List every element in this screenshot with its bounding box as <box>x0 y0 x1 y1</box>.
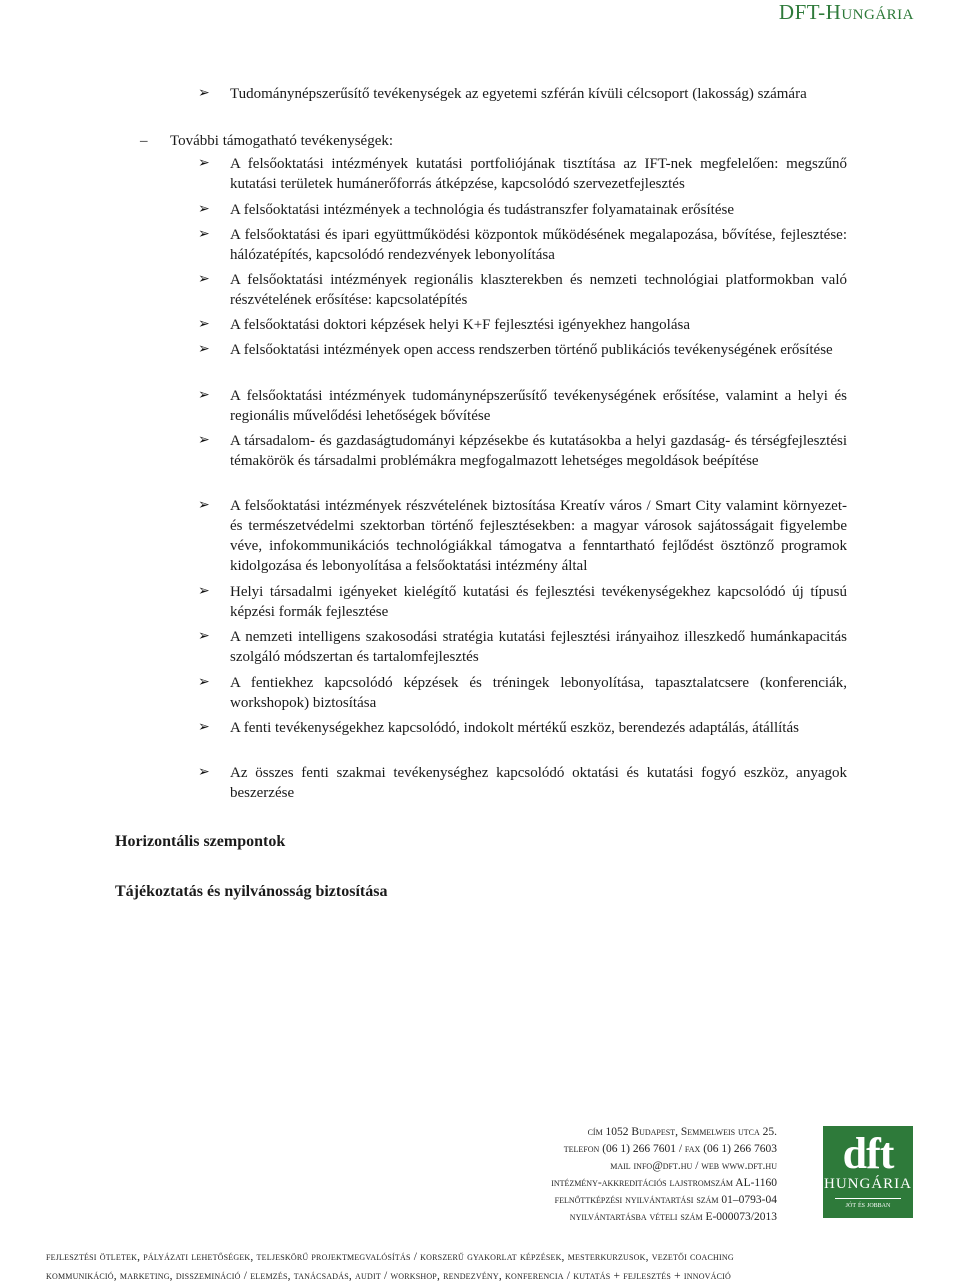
header-brand: DFT-Hungária <box>778 0 914 24</box>
heading-horizontal: Horizontális szempontok <box>115 833 286 850</box>
heading-publicity: Tájékoztatás és nyilvánosság biztosítása <box>115 883 388 900</box>
list-item <box>198 200 847 220</box>
list-item <box>198 582 847 622</box>
list-item <box>198 431 847 471</box>
footer-band-line-1: fejlesztési ötletek, pályázati lehetőségek, teljeskörű projektmegvalósítás / korszerű gyakorlat képzések, mesterkurzusok, vezetői coaching <box>46 1251 734 1263</box>
list-item <box>198 386 847 426</box>
arrowhead-bullet-icon: ➢ <box>198 498 210 513</box>
list-item <box>198 496 847 576</box>
arrowhead-bullet-icon: ➢ <box>198 342 210 357</box>
section-dash-label: További támogatható tevékenységek: <box>170 133 394 149</box>
arrowhead-bullet-icon: ➢ <box>198 272 210 287</box>
list-item-text: A felsőoktatási intézmények kutatási portfoliójának tisztítása az IFT-nek megfelelően: megszűnő kutatási területek humánerőforrás átképzése, kapcsolódó szervezetfejlesztés <box>230 156 847 192</box>
list-item <box>198 154 847 194</box>
arrowhead-bullet-icon: ➢ <box>198 584 210 599</box>
arrowhead-bullet-icon: ➢ <box>198 317 210 332</box>
list-item-text: A felsőoktatási intézmények részvételének biztosítása Kreatív város / Smart City valamint környezet- és természetvédelmi szektorban történő fejlesztésekben: a magyar városok sajátosságait figyelembe véve, infokommunikációs technológiákkal támogatva a fenntartható fejlődést ösztönző programok kidolgozása és lebonyolítása a felsőoktatási intézmény által <box>230 498 847 574</box>
logo-mark: dft <box>842 1129 894 1178</box>
arrowhead-bullet-icon: ➢ <box>198 675 210 690</box>
list-item <box>198 718 847 738</box>
arrowhead-bullet-icon: ➢ <box>198 433 210 448</box>
dft-logo <box>823 1126 913 1218</box>
list-item-text: Az összes fenti szakmai tevékenységhez kapcsolódó oktatási és kutatási fogyó eszköz, anyagok beszerzése <box>230 765 847 801</box>
list-item-text: A felsőoktatási intézmények a technológia és tudástranszfer folyamatainak erősítése <box>230 202 734 218</box>
footer-contact-block <box>457 1124 777 1226</box>
list-item <box>198 225 847 265</box>
list-item-text: Helyi társadalmi igényeket kielégítő kutatási és fejlesztési tevékenységekhez kapcsolódó új típusú képzési formák fejlesztése <box>230 584 847 620</box>
list-item-text: A társadalom- és gazdaságtudományi képzésekbe és kutatásokba a helyi gazdaság- és térségfejlesztési témakörök és társadalmi problémákra megfogalmazott lehetséges megoldások beépítése <box>230 433 847 469</box>
arrowhead-bullet-icon: ➢ <box>198 156 210 171</box>
list-item-text: A nemzeti intelligens szakosodási stratégia kutatási fejlesztési irányaihoz illeszkedő humánkapacitás szolgáló módszertan és tartalomfejlesztés <box>230 629 847 665</box>
arrowhead-bullet-icon: ➢ <box>198 202 210 217</box>
list-item <box>198 763 847 803</box>
list-item-text: A fentiekhez kapcsolódó képzések és tréningek lebonyolítása, tapasztalatcsere (konferenciák, workshopok) biztosítása <box>230 675 847 711</box>
list-item-text: A felsőoktatási doktori képzések helyi K+F fejlesztési igényekhez hangolása <box>230 317 690 333</box>
list-item-text: A felsőoktatási és ipari együttműködési központok működésének megalapozása, bővítése, fejlesztése: hálózatépítés, kapcsolódó rendezvények lebonyolítása <box>230 227 847 263</box>
list-item-text: A felsőoktatási intézmények open access rendszerben történő publikációs tevékenységének erősítése <box>230 342 833 358</box>
list-item-intro <box>198 84 847 104</box>
arrowhead-bullet-icon: ➢ <box>198 227 210 242</box>
footer-adult-edu: felnőttképzési nyilvántartási szám 01–0793-04 <box>554 1194 777 1206</box>
logo-slogan: jót és jobban <box>835 1198 901 1211</box>
arrowhead-bullet-icon: ➢ <box>198 765 210 780</box>
list-item <box>198 627 847 667</box>
logo-name: HUNGÁRIA <box>824 1176 912 1192</box>
list-item <box>198 315 847 335</box>
list-item-text: Tudománynépszerűsítő tevékenységek az egyetemi szférán kívüli célcsoport (lakosság) számára <box>230 86 807 102</box>
list-item-text: A felsőoktatási intézmények tudománynépszerűsítő tevékenységének erősítése, valamint a helyi és regionális művelődési lehetőségek bővítése <box>230 388 847 424</box>
list-item <box>198 270 847 310</box>
footer-accreditation: intézmény-akkreditációs lajstromszám AL-1160 <box>551 1177 777 1189</box>
footer-address: cím 1052 Budapest, Semmelweis utca 25. <box>587 1126 777 1138</box>
arrowhead-bullet-icon: ➢ <box>198 86 210 101</box>
section-dash-line <box>140 131 393 151</box>
footer-registry: nyilvántartásba vételi szám E-000073/2013 <box>569 1211 777 1223</box>
list-item-text: A felsőoktatási intézmények regionális klaszterekben és nemzeti technológiai platformokban való részvételének erősítése: kapcsolatépítés <box>230 272 847 308</box>
footer-web: mail info@dft.hu / web www.dft.hu <box>610 1160 777 1172</box>
arrowhead-bullet-icon: ➢ <box>198 720 210 735</box>
dash-marker: – <box>140 133 148 149</box>
arrowhead-bullet-icon: ➢ <box>198 388 210 403</box>
list-item <box>198 340 847 360</box>
list-item <box>198 673 847 713</box>
footer-band-line-2: kommunikáció, marketing, disszemináció / elemzés, tanácsadás, audit / workshop, rendezvény, konferencia / kutatás + fejlesztés + innováció <box>46 1270 732 1282</box>
arrowhead-bullet-icon: ➢ <box>198 629 210 644</box>
footer-phone: telefon (06 1) 266 7601 / fax (06 1) 266 7603 <box>563 1143 777 1155</box>
list-item-text: A fenti tevékenységekhez kapcsolódó, indokolt mértékű eszköz, berendezés adaptálás, átállítás <box>230 720 799 736</box>
